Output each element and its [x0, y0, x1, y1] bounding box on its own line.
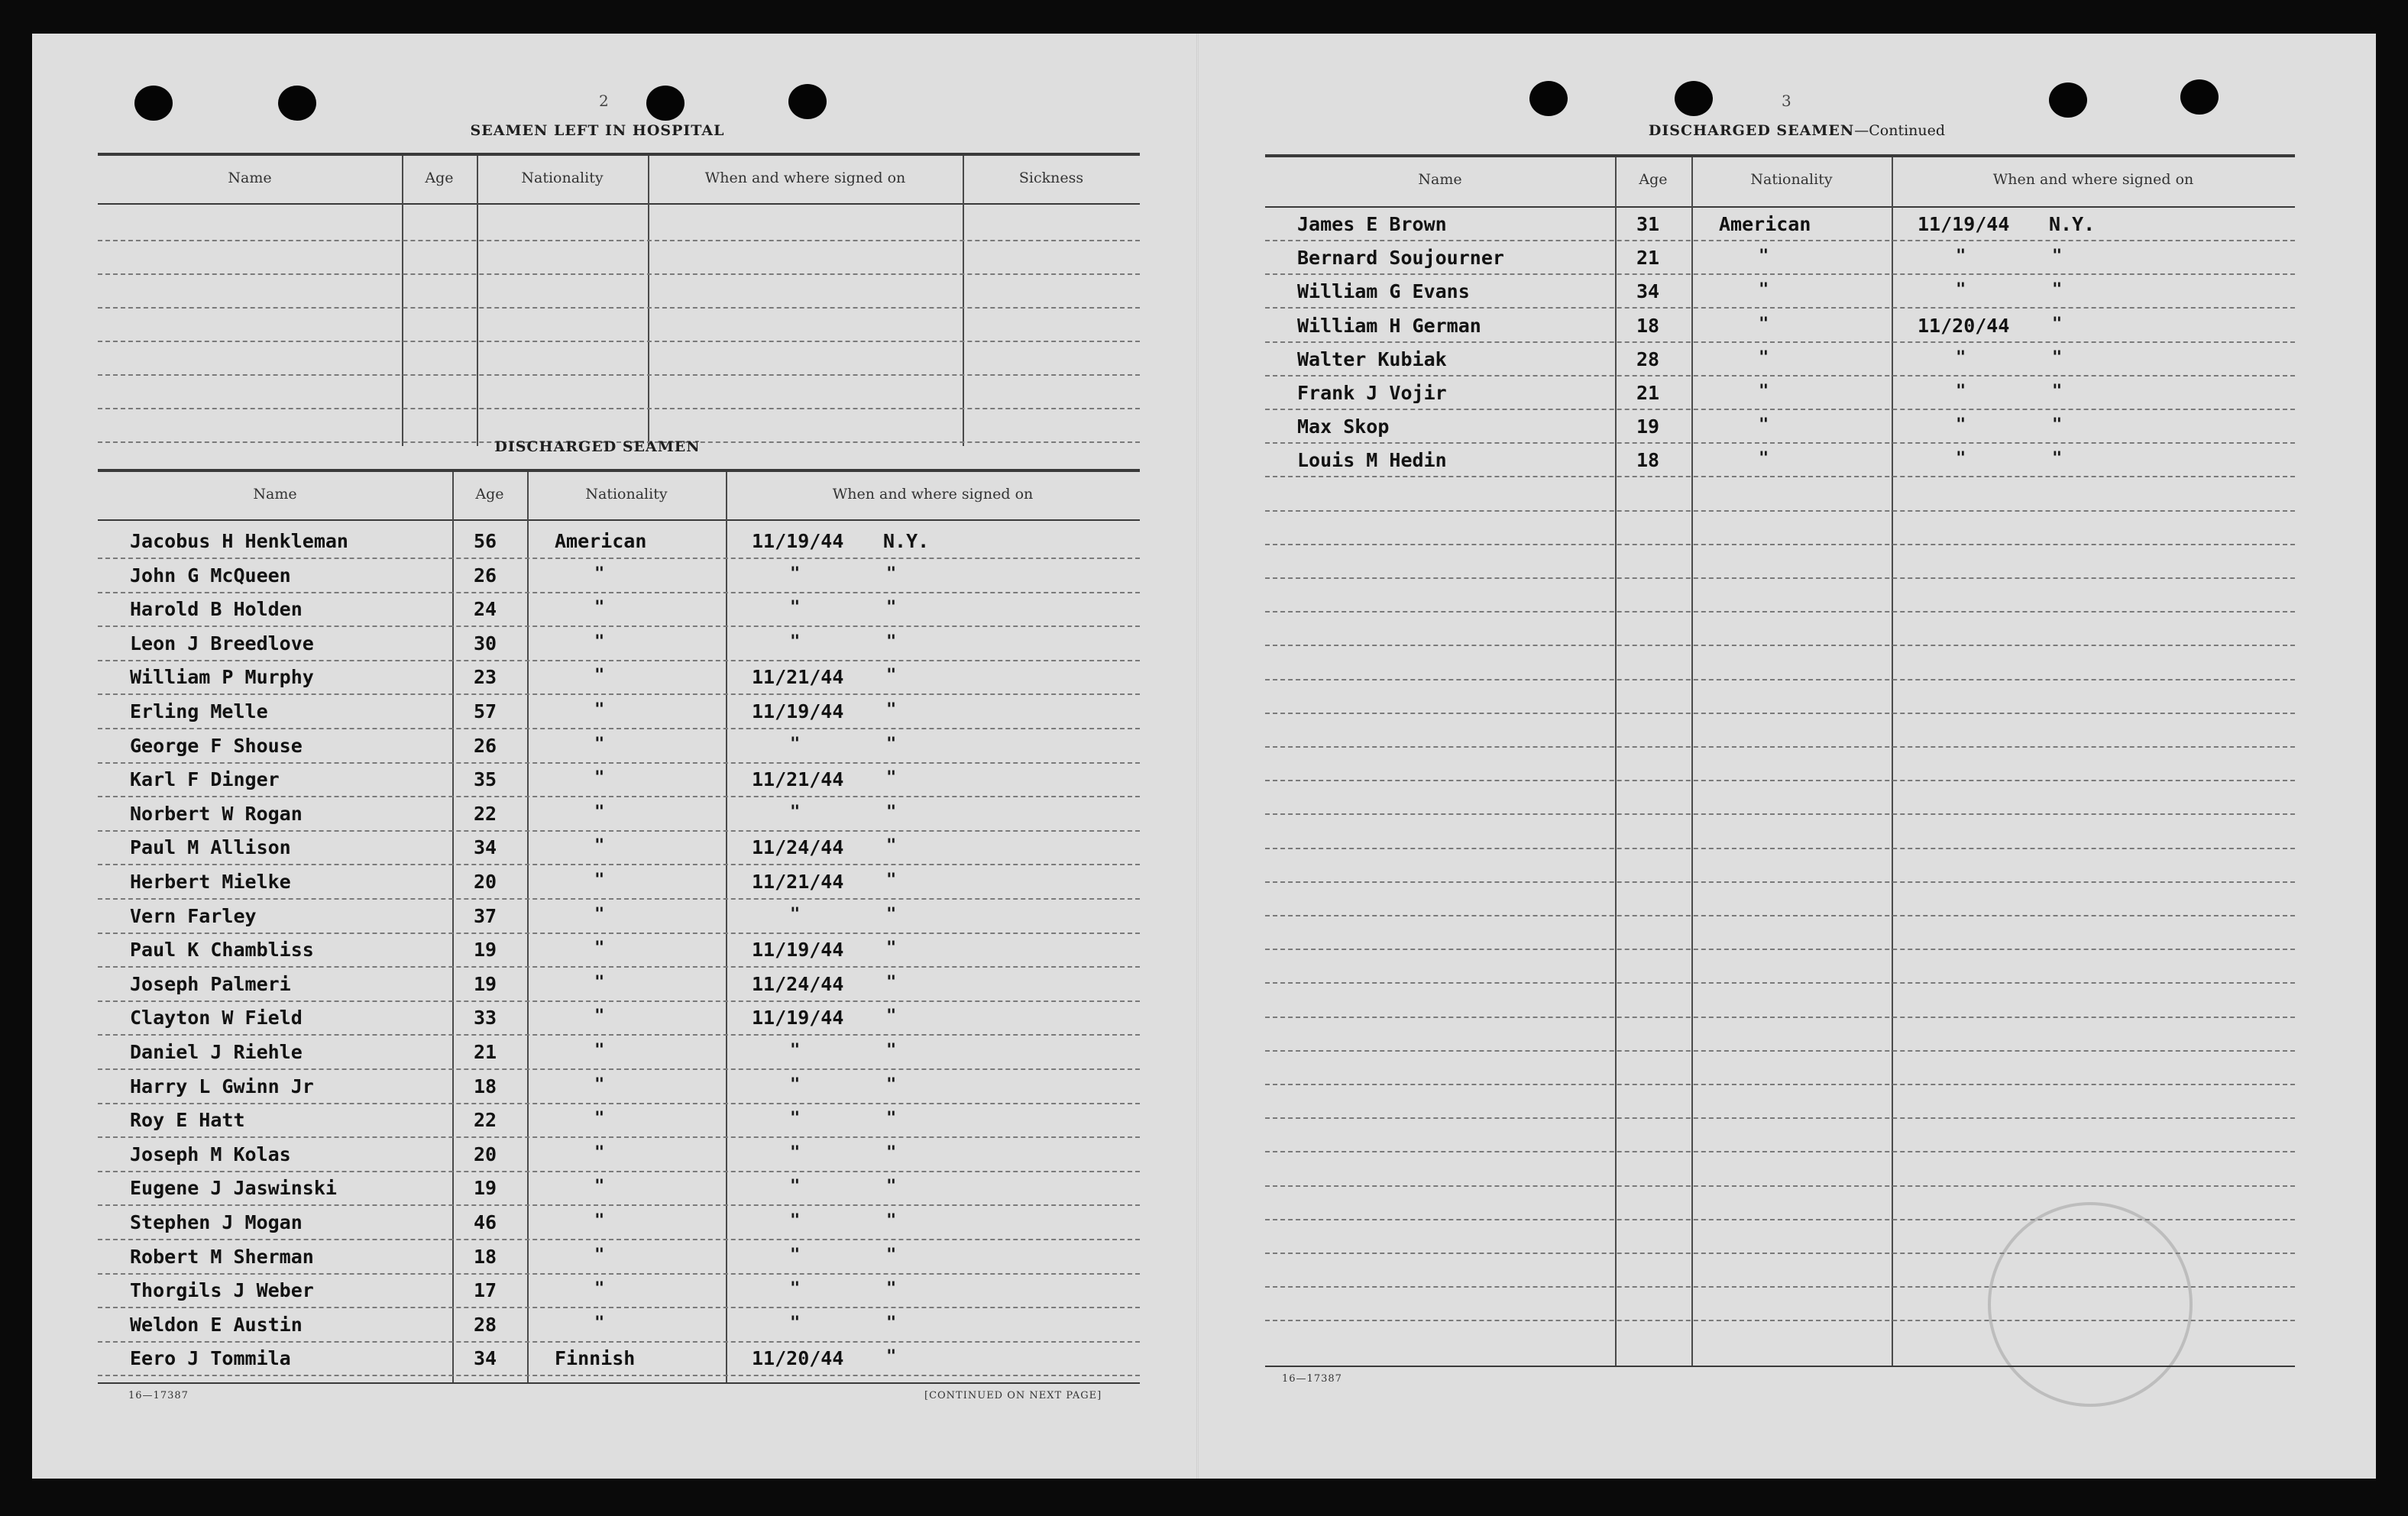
discharged-col-header: Name: [253, 486, 297, 503]
discharged-signed-on-place: ": [886, 1245, 897, 1265]
continued-row-line: [1265, 813, 2295, 816]
discharged-seaman-age: 57: [474, 700, 497, 722]
discharged-signed-on-date: 11/21/44: [752, 666, 844, 689]
discharged-row-line: [98, 1239, 1140, 1241]
discharged-signed-on-date: ": [790, 598, 801, 618]
discharged-col-header: When and where signed on: [832, 486, 1034, 503]
hospital-col-divider: [963, 156, 964, 446]
hospital-row-line: [98, 341, 1140, 343]
discharged-signed-on-date: ": [790, 734, 801, 754]
discharged-seaman-nationality: ": [594, 836, 605, 856]
discharged-seaman-name: Stephen J Mogan: [130, 1211, 303, 1233]
discharged-signed-on-place: ": [886, 768, 897, 788]
discharged-signed-on-place: ": [886, 1177, 897, 1197]
continued-seaman-name: Louis M Hedin: [1297, 449, 1447, 472]
continued-row-line: [1265, 577, 2295, 580]
discharged-seaman-name: Eero J Tommila: [130, 1347, 291, 1370]
discharged-seaman-name: Thorgils J Weber: [130, 1279, 314, 1302]
continued-seaman-age: 18: [1636, 449, 1660, 472]
hospital-col-header: When and where signed on: [704, 170, 906, 186]
discharged-seaman-name: Jacobus H Henkleman: [130, 530, 348, 552]
discharged-signed-on-date: ": [790, 1211, 801, 1230]
continued-signed-on-place: N.Y.: [2049, 213, 2096, 235]
discharged-signed-on-place: ": [886, 904, 897, 924]
continued-row-line: [1265, 949, 2295, 951]
continued-row-line: [1265, 679, 2295, 681]
discharged-row-line: [98, 1273, 1140, 1275]
discharged-section-title: DISCHARGED SEAMEN: [494, 438, 701, 455]
discharged-seaman-age: 24: [474, 598, 497, 621]
discharged-seaman-nationality: ": [594, 1007, 605, 1026]
discharged-seaman-age: 35: [474, 768, 497, 791]
discharged-seaman-nationality: ": [594, 1041, 605, 1060]
discharged-signed-on-place: ": [886, 666, 897, 686]
discharged-row-line: [98, 592, 1140, 594]
continued-row-line: [1265, 1117, 2295, 1120]
discharged-seaman-age: 19: [474, 972, 497, 995]
continued-seaman-nationality: ": [1759, 347, 1769, 367]
continued-signed-on-place: ": [2052, 382, 2063, 401]
discharged-signed-on-date: ": [790, 1313, 801, 1333]
discharged-signed-on-place: N.Y.: [883, 530, 930, 552]
discharged-seaman-name: Daniel J Riehle: [130, 1041, 303, 1063]
discharged-seaman-name: Clayton W Field: [130, 1007, 303, 1030]
continued-row-line: [1265, 746, 2295, 748]
discharged-seaman-name: John G McQueen: [130, 564, 291, 587]
punch-hole: [134, 86, 173, 121]
hospital-col-divider: [648, 156, 649, 446]
discharged-signed-on-place: ": [886, 1143, 897, 1162]
punch-hole: [788, 84, 827, 119]
continued-seaman-name: William G Evans: [1297, 280, 1470, 303]
continued-row-line: [1265, 375, 2295, 377]
discharged-seaman-nationality: ": [594, 1075, 605, 1094]
continued-seaman-name: Bernard Soujourner: [1297, 247, 1504, 270]
continued-row-line: [1265, 1151, 2295, 1153]
punch-hole: [2049, 82, 2087, 118]
continued-seaman-nationality: American: [1719, 213, 1811, 235]
discharged-signed-on-date: 11/24/44: [752, 972, 844, 995]
discharged-signed-on-place: ": [886, 871, 897, 890]
right-top-rule: [1265, 154, 2295, 157]
discharged-signed-on-place: ": [886, 972, 897, 992]
discharged-seaman-age: 22: [474, 802, 497, 825]
discharged-seaman-nationality: ": [594, 939, 605, 958]
discharged-seaman-age: 30: [474, 632, 497, 655]
discharged-seaman-nationality: ": [594, 768, 605, 788]
left-bottom-rule: [98, 1382, 1140, 1384]
discharged-signed-on-date: 11/24/44: [752, 836, 844, 859]
hospital-row-line: [98, 240, 1140, 242]
discharged-row-line: [98, 660, 1140, 662]
discharged-signed-on-date: 11/19/44: [752, 700, 844, 722]
continued-row-line: [1265, 510, 2295, 512]
continued-row-line: [1265, 240, 2295, 242]
discharged-seaman-name: Paul M Allison: [130, 836, 291, 859]
continued-signed-on-place: ": [2052, 449, 2063, 469]
right-page-number: 3: [1782, 92, 1791, 110]
continued-seaman-name: Max Skop: [1297, 415, 1390, 438]
discharged-signed-on-place: ": [886, 564, 897, 583]
continued-signed-on-date: ": [1956, 347, 1966, 367]
hospital-row-line: [98, 307, 1140, 309]
discharged-seaman-nationality: ": [594, 632, 605, 651]
discharged-seaman-nationality: American: [555, 530, 647, 552]
discharged-seaman-nationality: ": [594, 1211, 605, 1230]
discharged-col-divider: [527, 472, 529, 1384]
discharged-signed-on-place: ": [886, 802, 897, 822]
continued-row-line: [1265, 1219, 2295, 1221]
discharged-signed-on-date: ": [790, 1143, 801, 1162]
discharged-seaman-age: 46: [474, 1211, 497, 1233]
continued-seaman-nationality: ": [1759, 449, 1769, 469]
continued-signed-on-date: ": [1956, 247, 1966, 267]
discharged-seaman-age: 26: [474, 564, 497, 587]
discharged-seaman-nationality: ": [594, 1177, 605, 1197]
discharged-signed-on-place: ": [886, 1279, 897, 1299]
discharged-seaman-nationality: ": [594, 1245, 605, 1265]
discharged-seaman-age: 20: [474, 871, 497, 893]
discharged-signed-on-place: ": [886, 1007, 897, 1026]
continued-signed-on-place: ": [2052, 247, 2063, 267]
discharged-row-line: [98, 728, 1140, 730]
hospital-row-line: [98, 408, 1140, 410]
discharged-signed-on-date: 11/21/44: [752, 871, 844, 893]
discharged-seaman-nationality: ": [594, 802, 605, 822]
discharged-signed-on-place: ": [886, 1313, 897, 1333]
discharged-signed-on-place: ": [886, 700, 897, 719]
continued-seaman-age: 18: [1636, 314, 1660, 337]
discharged-signed-on-date: ": [790, 802, 801, 822]
discharged-row-line: [98, 1034, 1140, 1036]
discharged-row-line: [98, 898, 1140, 900]
punch-hole: [278, 86, 316, 121]
continued-seaman-nationality: ": [1759, 247, 1769, 267]
continued-seaman-age: 21: [1636, 247, 1660, 270]
discharged-row-line: [98, 1068, 1140, 1071]
discharged-seaman-nationality: ": [594, 700, 605, 719]
continued-seaman-age: 21: [1636, 382, 1660, 404]
discharged-col-header: Nationality: [585, 486, 668, 503]
discharged-signed-on-date: ": [790, 904, 801, 924]
continued-row-line: [1265, 1185, 2295, 1188]
discharged-row-line: [98, 625, 1140, 628]
continued-row-line: [1265, 442, 2295, 444]
discharged-row-line: [98, 762, 1140, 764]
discharged-signed-on-date: ": [790, 1245, 801, 1265]
discharged-seaman-age: 34: [474, 836, 497, 859]
discharged-seaman-name: Paul K Chambliss: [130, 939, 314, 962]
hospital-col-divider: [477, 156, 478, 446]
discharged-seaman-name: Roy E Hatt: [130, 1109, 245, 1132]
discharged-row-line: [98, 796, 1140, 798]
discharged-seaman-name: Weldon E Austin: [130, 1313, 303, 1336]
discharged-seaman-age: 18: [474, 1245, 497, 1268]
discharged-seaman-age: 17: [474, 1279, 497, 1302]
discharged-signed-on-place: ": [886, 939, 897, 958]
continued-note: [CONTINUED ON NEXT PAGE]: [924, 1390, 1102, 1401]
discharged-seaman-name: William P Murphy: [130, 666, 314, 689]
discharged-signed-on-date: 11/20/44: [752, 1347, 844, 1370]
hospital-col-divider: [402, 156, 403, 446]
discharged-signed-on-date: ": [790, 1109, 801, 1129]
continued-seaman-nationality: ": [1759, 415, 1769, 435]
continued-signed-on-date: ": [1956, 382, 1966, 401]
punch-hole: [1675, 81, 1713, 116]
discharged-seaman-age: 34: [474, 1347, 497, 1370]
discharged-signed-on-place: ": [886, 1075, 897, 1094]
hospital-col-header: Sickness: [1018, 170, 1084, 186]
discharged-seaman-name: Norbert W Rogan: [130, 802, 303, 825]
discharged-seaman-nationality: ": [594, 871, 605, 890]
discharged-row-line: [98, 693, 1140, 696]
right-title-suffix: —Continued: [1854, 122, 1946, 139]
punch-hole: [646, 86, 685, 121]
continued-row-line: [1265, 780, 2295, 782]
discharged-seaman-name: George F Shouse: [130, 734, 303, 757]
continued-row-line: [1265, 645, 2295, 647]
continued-signed-on-date: ": [1956, 449, 1966, 469]
discharged-row-line: [98, 1341, 1140, 1343]
discharged-col-header: Age: [475, 486, 504, 503]
discharged-seaman-nationality: ": [594, 564, 605, 583]
continued-row-line: [1265, 341, 2295, 344]
continued-row-line: [1265, 1084, 2295, 1086]
discharged-row-line: [98, 864, 1140, 866]
right-form-number: 16—17387: [1282, 1373, 1342, 1385]
discharged-seaman-age: 18: [474, 1075, 497, 1097]
hospital-col-header: Name: [228, 170, 272, 186]
document-sheet: [32, 34, 2376, 1479]
discharged-seaman-age: 56: [474, 530, 497, 552]
discharged-seaman-age: 22: [474, 1109, 497, 1132]
continued-signed-on-date: ": [1956, 280, 1966, 300]
continued-row-line: [1265, 1253, 2295, 1255]
discharged-row-line: [98, 558, 1140, 560]
discharged-row-line: [98, 1171, 1140, 1173]
discharged-signed-on-place: ": [886, 1109, 897, 1129]
discharged-top-rule: [98, 469, 1140, 472]
continued-seaman-age: 28: [1636, 347, 1660, 370]
continued-signed-on-place: ": [2052, 280, 2063, 300]
discharged-signed-on-date: 11/21/44: [752, 768, 844, 791]
continued-seaman-nationality: ": [1759, 314, 1769, 334]
continued-row-line: [1265, 409, 2295, 411]
discharged-seaman-age: 23: [474, 666, 497, 689]
discharged-seaman-nationality: ": [594, 972, 605, 992]
right-section-title: [1598, 122, 1995, 139]
continued-signed-on-date: ": [1956, 415, 1966, 435]
discharged-seaman-age: 19: [474, 939, 497, 962]
continued-row-line: [1265, 915, 2295, 917]
discharged-row-line: [98, 830, 1140, 832]
discharged-signed-on-place: ": [886, 836, 897, 856]
discharged-seaman-age: 19: [474, 1177, 497, 1200]
discharged-row-line: [98, 1307, 1140, 1309]
continued-col-header: Age: [1639, 171, 1668, 188]
discharged-seaman-name: Erling Melle: [130, 700, 268, 722]
continued-seaman-name: Frank J Vojir: [1297, 382, 1447, 404]
discharged-seaman-name: Joseph Palmeri: [130, 972, 291, 995]
continued-row-line: [1265, 848, 2295, 850]
continued-signed-on-place: ": [2052, 415, 2063, 435]
discharged-seaman-name: Harold B Holden: [130, 598, 303, 621]
discharged-col-divider: [452, 472, 454, 1384]
discharged-row-line: [98, 1204, 1140, 1207]
discharged-signed-on-date: 11/19/44: [752, 1007, 844, 1030]
discharged-signed-on-place: ": [886, 734, 897, 754]
discharged-seaman-name: Leon J Breedlove: [130, 632, 314, 655]
continued-row-line: [1265, 1320, 2295, 1322]
discharged-seaman-age: 20: [474, 1143, 497, 1165]
faded-stamp: [1988, 1202, 2193, 1407]
discharged-signed-on-date: ": [790, 1279, 801, 1299]
hospital-section-title: SEAMEN LEFT IN HOSPITAL: [470, 122, 725, 139]
punch-hole: [2180, 79, 2219, 115]
discharged-row-line: [98, 933, 1140, 935]
continued-seaman-age: 31: [1636, 213, 1660, 235]
continued-signed-on-place: ": [2052, 347, 2063, 367]
discharged-signed-on-place: ": [886, 1041, 897, 1060]
discharged-seaman-age: 26: [474, 734, 497, 757]
discharged-seaman-nationality: Finnish: [555, 1347, 636, 1370]
continued-row-line: [1265, 611, 2295, 613]
continued-seaman-name: Walter Kubiak: [1297, 347, 1447, 370]
discharged-seaman-name: Robert M Sherman: [130, 1245, 314, 1268]
left-form-number: 16—17387: [128, 1390, 189, 1401]
hospital-col-header: Nationality: [521, 170, 604, 186]
continued-row-line: [1265, 307, 2295, 309]
discharged-row-line: [98, 1000, 1140, 1003]
continued-seaman-nationality: ": [1759, 382, 1769, 401]
discharged-seaman-nationality: ": [594, 1109, 605, 1129]
continued-row-line: [1265, 1017, 2295, 1019]
discharged-seaman-nationality: ": [594, 1279, 605, 1299]
continued-signed-on-date: 11/20/44: [1918, 314, 2010, 337]
discharged-col-divider: [726, 472, 727, 1384]
continued-seaman-age: 19: [1636, 415, 1660, 438]
continued-signed-on-date: 11/19/44: [1918, 213, 2010, 235]
punch-hole: [1529, 81, 1568, 116]
discharged-signed-on-place: ": [886, 632, 897, 651]
discharged-signed-on-date: ": [790, 1177, 801, 1197]
discharged-seaman-age: 28: [474, 1313, 497, 1336]
continued-col-header: Name: [1418, 171, 1462, 188]
continued-seaman-name: James E Brown: [1297, 213, 1447, 235]
continued-seaman-name: William H German: [1297, 314, 1481, 337]
continued-row-line: [1265, 881, 2295, 884]
discharged-signed-on-date: ": [790, 1041, 801, 1060]
continued-col-header: When and where signed on: [1992, 171, 2194, 188]
discharged-row-line: [98, 1136, 1140, 1139]
discharged-seaman-nationality: ": [594, 734, 605, 754]
continued-row-line: [1265, 1286, 2295, 1288]
continued-row-line: [1265, 1050, 2295, 1052]
discharged-header-rule: [98, 519, 1140, 521]
discharged-seaman-name: Harry L Gwinn Jr: [130, 1075, 314, 1097]
discharged-signed-on-date: ": [790, 1075, 801, 1094]
discharged-seaman-name: Herbert Mielke: [130, 871, 291, 893]
discharged-seaman-nationality: ": [594, 1313, 605, 1333]
discharged-seaman-name: Joseph M Kolas: [130, 1143, 291, 1165]
discharged-seaman-nationality: ": [594, 904, 605, 924]
left-page-number: 2: [599, 92, 609, 110]
discharged-signed-on-date: ": [790, 564, 801, 583]
discharged-signed-on-place: ": [886, 598, 897, 618]
discharged-row-line: [98, 1103, 1140, 1105]
discharged-seaman-age: 33: [474, 1007, 497, 1030]
discharged-seaman-name: Karl F Dinger: [130, 768, 280, 791]
continued-col-header: Nationality: [1750, 171, 1833, 188]
continued-signed-on-place: ": [2052, 314, 2063, 334]
continued-seaman-age: 34: [1636, 280, 1660, 303]
page-fold: [1196, 34, 1199, 1479]
discharged-seaman-nationality: ": [594, 598, 605, 618]
continued-row-line: [1265, 544, 2295, 546]
right-header-rule: [1265, 206, 2295, 208]
discharged-signed-on-date: 11/19/44: [752, 530, 844, 552]
discharged-seaman-nationality: ": [594, 1143, 605, 1162]
right-title-main: DISCHARGED SEAMEN: [1648, 122, 1855, 139]
discharged-seaman-name: Vern Farley: [130, 904, 257, 927]
hospital-header-rule: [98, 203, 1140, 205]
discharged-signed-on-place: ": [886, 1347, 897, 1367]
continued-row-line: [1265, 273, 2295, 276]
discharged-seaman-name: Eugene J Jaswinski: [130, 1177, 337, 1200]
discharged-signed-on-date: ": [790, 632, 801, 651]
hospital-col-header: Age: [425, 170, 454, 186]
discharged-seaman-age: 21: [474, 1041, 497, 1063]
discharged-signed-on-place: ": [886, 1211, 897, 1230]
discharged-seaman-age: 37: [474, 904, 497, 927]
discharged-row-line: [98, 966, 1140, 968]
hospital-row-line: [98, 273, 1140, 276]
hospital-top-rule: [98, 153, 1140, 156]
right-bottom-rule: [1265, 1366, 2295, 1367]
continued-seaman-nationality: ": [1759, 280, 1769, 300]
continued-row-line: [1265, 982, 2295, 984]
continued-row-line: [1265, 713, 2295, 715]
discharged-row-line: [98, 1375, 1140, 1377]
discharged-signed-on-date: 11/19/44: [752, 939, 844, 962]
hospital-row-line: [98, 374, 1140, 377]
continued-row-line: [1265, 476, 2295, 478]
discharged-seaman-nationality: ": [594, 666, 605, 686]
